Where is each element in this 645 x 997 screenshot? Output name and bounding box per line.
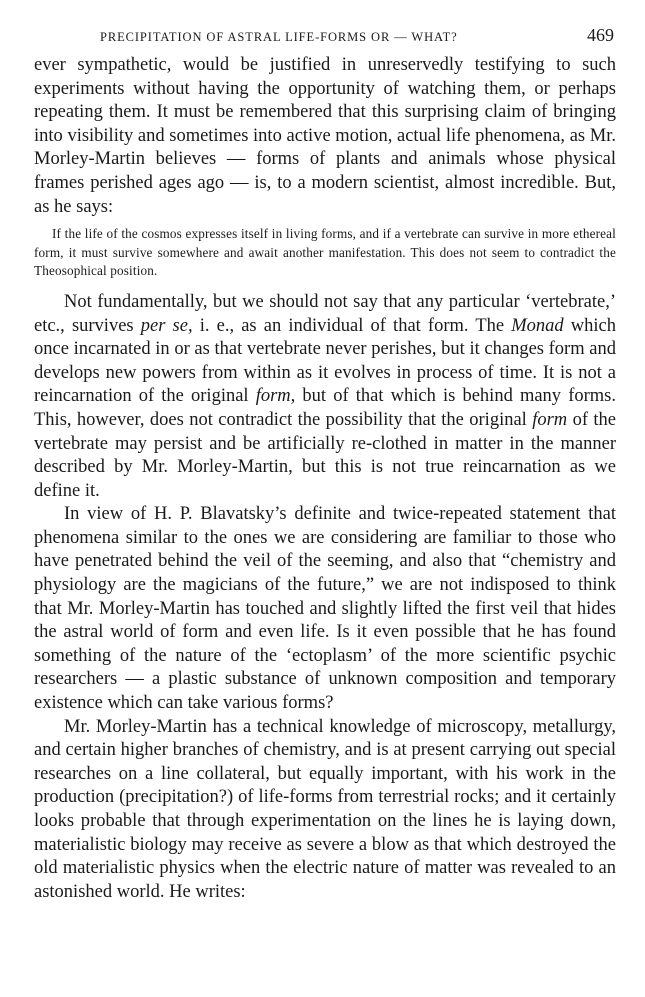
- page-number: 469: [587, 25, 614, 45]
- italic-form: form: [532, 409, 568, 430]
- paragraph-text: of the vertebrate may persist and be artificially re-clothed in matter in the manner described by Mr. Morley-Martin, but this is not true reincarnation as we define it.: [34, 409, 616, 501]
- paragraph-text: Not fundamentally, but we should not say that any particular ‘vertebrate,’ etc., survives: [34, 291, 616, 336]
- block-quote: If the life of the cosmos expresses itself in living forms, and if a vertebrate can survive in more ethereal form, it must survive somewhere and await another manifestation. This does not seem to contradict the Theosophical position.: [34, 226, 616, 279]
- italic-form: form,: [255, 386, 296, 407]
- paragraph-blavatsky: In view of H. P. Blavatsky’s definite and twice-repeated statement that phenomena similar to the ones we are considering are familiar to those who have penetrated behind the veil of the seeming, and also that “chemistry and physiology are the magicians of the future,” we are not indisposed to think that Mr. Morley-Martin has touched and slightly lifted the first veil that hides the astral world of form and even life. Is it even possible that he has found something of the nature of the ‘ectoplasm’ of the more scientific psychic researchers — a plastic substance of unknown composition and temporary existence which can take various forms?: [34, 504, 616, 714]
- paragraph-continued: ever sympathetic, would be justified in unreservedly testifying to such experiments without having the opportunity of watching them, or perhaps repeating them. It must be remembered that this surprising claim of bringing into visibility and sometimes into active motion, actual life phenomena, as Mr. Morley-Martin believes — forms of plants and animals whose physical frames perished ages ago — is, to a modern scientist, almost incredible. But, as he says:: [34, 55, 616, 217]
- paragraph-text: i. e., as an individual of that form. The: [192, 315, 512, 336]
- italic-monad: Monad: [511, 315, 564, 336]
- running-title: PRECIPITATION OF ASTRAL LIFE-FORMS OR — WHAT?: [100, 30, 458, 44]
- paragraph-monad: [34, 291, 616, 503]
- paragraph-text: but of that which is behind many forms. This, however, does not contradict the possibility that the original: [34, 386, 616, 430]
- paragraph-morley-martin: Mr. Morley-Martin has a technical knowledge of microscopy, metallurgy, and certain higher branches of chemistry, and is at present carrying out special researches on a line collateral, but equally important, with his work in the production (precipitation?) of life-forms from terrestrial rocks; and it certainly looks probable that through experimentation on the lines he is laying down, materialistic biology may receive as severe a blow as that which destroyed the old materialistic physics when the electric nature of matter was revealed to an astonished world. He writes:: [34, 716, 616, 902]
- italic-per-se: per se,: [140, 315, 193, 336]
- book-page: [34, 24, 616, 904]
- running-head: [34, 24, 616, 54]
- paragraph-text: which once incarnated in or as that vertebrate never perishes, but it changes form and develops new powers from within as it evolves in process of time. It is not a reincarnation of the original: [34, 315, 616, 407]
